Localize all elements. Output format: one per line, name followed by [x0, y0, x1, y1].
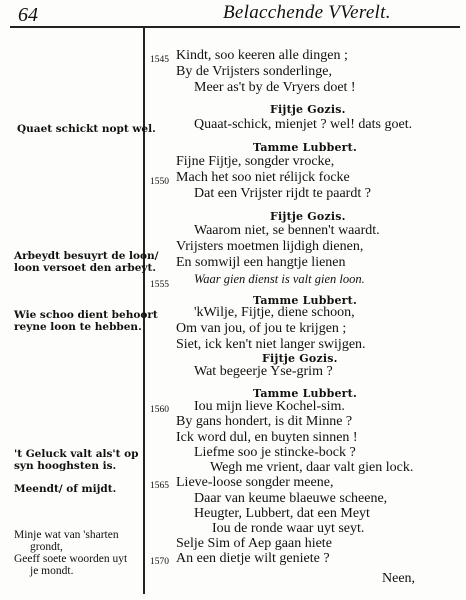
margin-gloss: syn hooghsten is.	[14, 460, 117, 472]
verse-line: By de Vrijsters sonderlinge,	[176, 64, 332, 79]
verse-line: Daar van keume blaeuwe scheene,	[194, 491, 388, 506]
speaker-name: Fijtje Gozis.	[262, 352, 338, 365]
margin-gloss: Wie schoo dient behoort	[14, 309, 158, 321]
margin-gloss: reyne loon te hebben.	[14, 321, 142, 333]
verse-line: Selje Sim of Aep gaan hiete	[176, 536, 332, 551]
speaker-name: Tamme Lubbert.	[253, 387, 357, 400]
verse-line: Wegh me vrient, daar valt gien lock.	[210, 460, 414, 475]
verse-line: Fijne Fijtje, songder vrocke,	[176, 154, 335, 169]
margin-gloss: Arbeydt besuyrt de loon/	[14, 250, 159, 262]
line-number: 1545	[150, 55, 169, 65]
verse-line: Siet, ick ken't niet langer swijgen.	[176, 337, 366, 352]
line-number: 1550	[150, 177, 169, 187]
margin-gloss: 't Geluck valt als't op	[14, 448, 139, 460]
margin-gloss: Minje wat van 'sharten	[14, 529, 119, 541]
speaker-name: Tamme Lubbert.	[253, 141, 357, 154]
margin-gloss: Geeff soete woorden uyt	[14, 553, 128, 565]
verse-line: Liefme soo je stincke-bock ?	[194, 445, 356, 460]
verse-line: Meer as't by de Vryers doet !	[194, 80, 356, 95]
verse-line: Heugter, Lubbert, dat een Meyt	[194, 506, 370, 521]
running-header: Belacchende VVerelt.	[223, 2, 391, 23]
line-number: 1560	[150, 405, 169, 415]
verse-line: Iou de ronde waar uyt seyt.	[212, 521, 365, 536]
verse-line: An een dietje wilt geniete ?	[176, 551, 330, 566]
verse-line: Vrijsters moetmen lijdigh dienen,	[176, 239, 364, 254]
verse-line: 'kWilje, Fijtje, diene schoon,	[194, 305, 355, 320]
verse-line: Lieve-loose songder meene,	[176, 475, 334, 490]
speaker-name: Fijtje Gozis.	[270, 210, 346, 223]
verse-line: Kindt, soo keeren alle dingen ;	[176, 48, 348, 63]
line-number: 1555	[150, 280, 169, 290]
margin-gloss: grondt,	[30, 541, 63, 553]
page-number: 64	[18, 4, 38, 26]
margin-gloss: loon versoet den arbeyt.	[14, 262, 156, 274]
verse-line: Ick word dul, en buyten sinnen !	[176, 430, 358, 445]
verse-line: Waarom niet, se bennen't waardt.	[194, 223, 380, 238]
verse-line: Om van jou, of jou te krijgen ;	[176, 321, 347, 336]
verse-line: Quaat-schick, mienjet ? wel! dats goet.	[194, 117, 413, 132]
margin-gloss: je mondt.	[30, 565, 74, 577]
verse-line: Dat een Vrijster rijdt te paardt ?	[194, 186, 371, 201]
verse-line: En somwijl een hangtje lienen	[176, 255, 346, 270]
line-number: 1565	[150, 481, 169, 491]
header-rule	[10, 26, 460, 28]
margin-gloss: Meendt/ of mijdt.	[14, 483, 117, 495]
verse-line: Mach het soo niet rélijck focke	[176, 170, 350, 185]
line-number: 1570	[150, 557, 169, 567]
speaker-name: Tamme Lubbert.	[253, 294, 357, 307]
catchword: Neen,	[382, 571, 416, 586]
verse-line: Iou mijn lieve Kochel-sim.	[194, 399, 345, 414]
speaker-name: Fijtje Gozis.	[270, 103, 346, 116]
verse-line: By gans hondert, is dit Minne ?	[176, 414, 353, 429]
verse-line: Wat begeerje Yse-grim ?	[194, 364, 333, 379]
margin-gloss: Quaet schickt nopt wel.	[17, 123, 156, 135]
verse-line: Waar gien dienst is valt gien loon.	[194, 272, 365, 286]
